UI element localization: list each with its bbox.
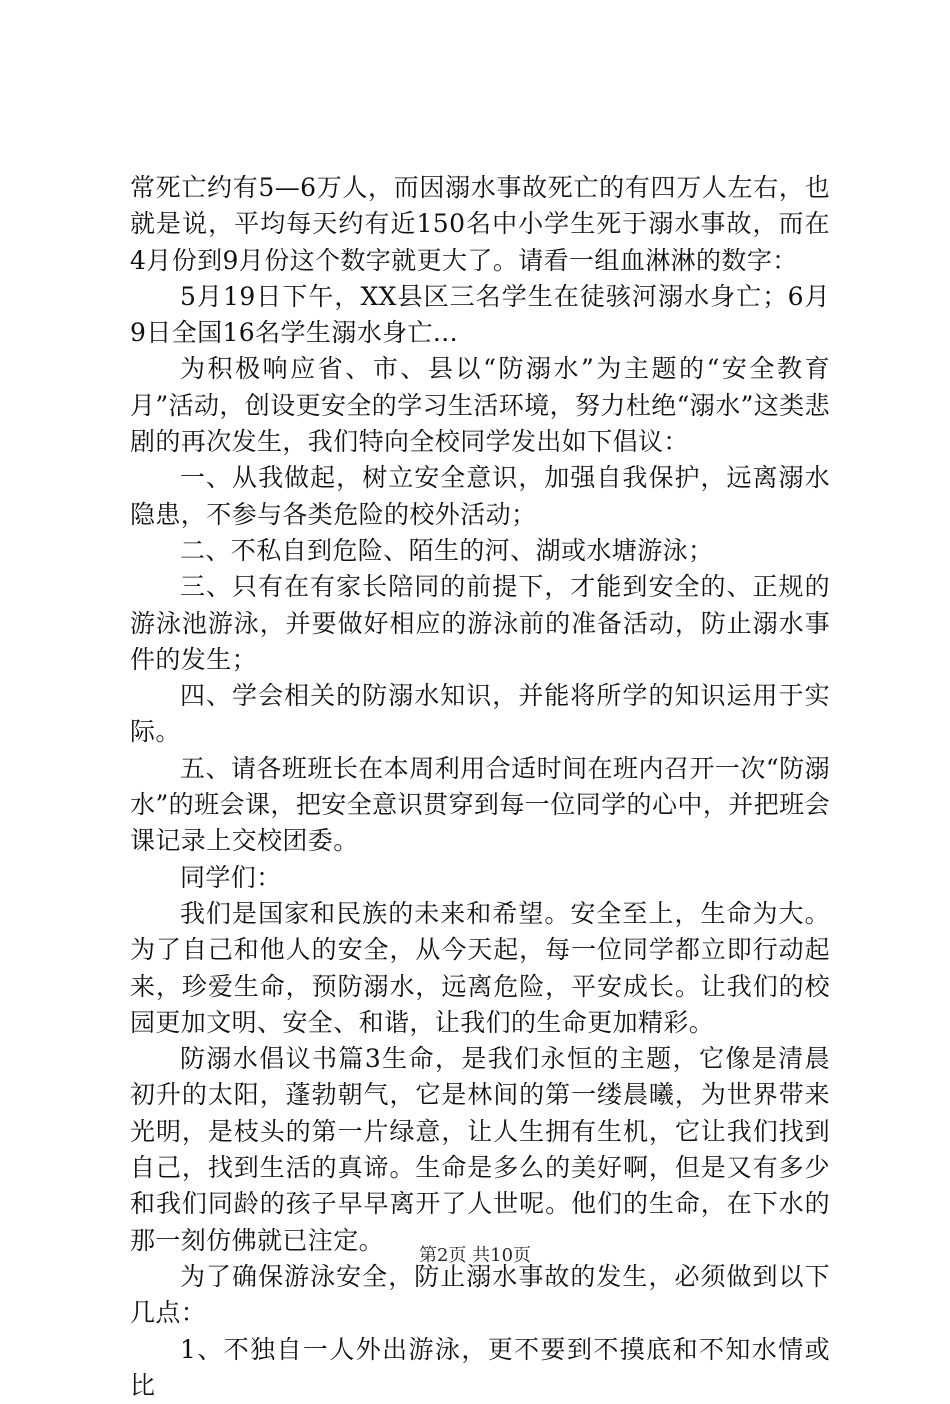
paragraph-salutation: 同学们： <box>130 860 830 896</box>
paragraph-proposal-4: 四、学会相关的防溺水知识，并能将所学的知识运用于实际。 <box>130 678 830 751</box>
paragraph-initiative-intro: 为积极响应省、市、县以“防溺水”为主题的“安全教育月”活动，创设更安全的学习生活环境，努力杜绝“溺水”这类悲剧的再次发生，我们特向全校同学发出如下倡议： <box>130 351 830 460</box>
paragraph-closing-call: 我们是国家和民族的未来和希望。安全至上，生命为大。为了自己和他人的安全，从今天起，每一位同学都立即行动起来，珍爱生命，预防溺水，远离危险，平安成长。让我们的校园更加文明、安全、和谐，让我们的生命更加精彩。 <box>130 896 830 1041</box>
paragraph-proposal-3: 三、只有在有家长陪同的前提下，才能到安全的、正规的游泳池游泳，并要做好相应的游泳前的准备活动，防止溺水事件的发生； <box>130 569 830 678</box>
paragraph-proposal-1: 一、从我做起，树立安全意识，加强自我保护，远离溺水隐患，不参与各类危险的校外活动； <box>130 460 830 533</box>
paragraph-proposal-5: 五、请各班班长在本周利用合适时间在班内召开一次“防溺水”的班会课，把安全意识贯穿到每一位同学的心中，并把班会课记录上交校团委。 <box>130 751 830 860</box>
paragraph-continued-statistics: 常死亡约有5—6万人，而因溺水事故死亡的有四万人左右，也就是说，平均每天约有近150名中小学生死于溺水事故，而在4月份到9月份这个数字就更大了。请看一组血淋淋的数字： <box>130 170 830 279</box>
paragraph-proposal-2: 二、不私自到危险、陌生的河、湖或水塘游泳； <box>130 533 830 569</box>
paragraph-incident-dates: 5月19日下午，XX县区三名学生在徒骇河溺水身亡；6月9日全国16名学生溺水身亡... <box>130 279 830 352</box>
paragraph-article-3-intro: 防溺水倡议书篇3生命，是我们永恒的主题，它像是清晨初升的太阳，蓬勃朝气，它是林间的第一缕晨曦，为世界带来光明，是枝头的第一片绿意，让人生拥有生机，它让我们找到自己，找到生活的真谛。生命是多么的美好啊，但是又有多少和我们同龄的孩子早早离开了人世呢。他们的生命，在下水的那一刻仿佛就已注定。 <box>130 1041 830 1259</box>
page-number-footer: 第2页 共10页 <box>0 1244 950 1268</box>
paragraph-safety-point-1: 1、不独自一人外出游泳，更不要到不摸底和不知水情或比 <box>130 1332 830 1404</box>
document-body <box>130 170 830 1404</box>
paragraph-safety-points-intro: 为了确保游泳安全，防止溺水事故的发生，必须做到以下几点： <box>130 1259 830 1332</box>
